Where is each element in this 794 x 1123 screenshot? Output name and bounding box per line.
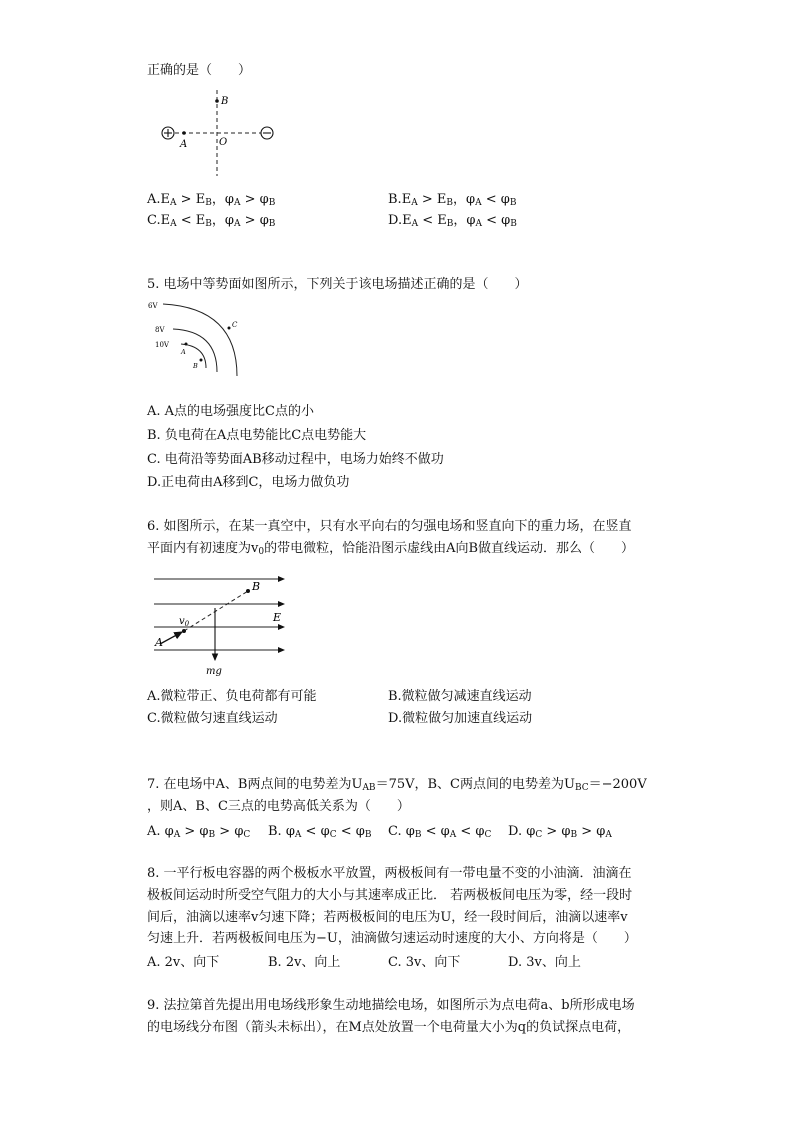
q6-label-E: E	[273, 611, 282, 624]
q8-stem-line4: 匀速上升．若两极板间电压为−U，油滴做匀速运动时速度的大小、方向将是（ ）	[147, 931, 637, 946]
q6-stem-line2: 平面内有初速度为$v_0$的带电微粒，恰能沿图示虚线由A向B做直线运动．那么（ ）	[147, 541, 635, 557]
q4-label-O: O	[219, 137, 228, 148]
q4-option-d: $D.E_A < E_B$，$\varphi_A < \varphi_B$	[388, 213, 517, 229]
q8-stem-line2: 极板间运动时所受空气阻力的大小与其速率成正比． 若两极板间电压为零，经一段时	[147, 888, 633, 903]
q5-stem: 5. 电场中等势面如图所示，下列关于该电场描述正确的是（ ）	[147, 277, 528, 292]
q6-label-B: B	[252, 580, 261, 593]
q5-label-C: C	[232, 321, 238, 329]
q6-option-d: D.微粒做匀加速直线运动	[388, 711, 533, 726]
q6-option-b: B.微粒做匀减速直线运动	[388, 689, 532, 704]
q6-label-v0: $v_0$	[179, 616, 190, 628]
q8-option-a: A. 2v、向下	[147, 955, 220, 970]
q7-option-c: C. $\varphi_B < \varphi_A < \varphi_C$	[388, 824, 492, 840]
q5-label-B: B	[193, 362, 198, 370]
q8-option-b: B. 2v、向上	[268, 955, 341, 970]
q7-option-b: B. $\varphi_A < \varphi_C < \varphi_B$	[268, 824, 372, 840]
q5-figure	[145, 298, 250, 380]
q9-stem-line1: 9. 法拉第首先提出用电场线形象生动地描绘电场，如图所示为点电荷a、b所形成电场	[147, 998, 635, 1013]
q7-stem-line1: 7. 在电场中A、B两点间的电势差为$U_{AB}=75V$，B、C两点间的电势差为$U_{BC}=-200V$	[147, 777, 647, 793]
q4-option-a: $A.E_A > E_B$，$\varphi_A > \varphi_B$	[147, 192, 276, 208]
q5-label-A: A	[181, 348, 186, 356]
q6-figure	[148, 568, 293, 680]
q4-figure	[155, 86, 280, 178]
q8-option-c: C. 3v、向下	[388, 955, 461, 970]
q7-option-d: D. $\varphi_C > \varphi_B > \varphi_A$	[508, 824, 612, 840]
q8-stem-line3: 间后，油滴以速率v匀速下降；若两极板间的电压为U，经一段时间后，油滴以速率v	[147, 910, 628, 925]
q8-stem-line1: 8. 一平行板电容器的两个极板水平放置，两极板间有一带电量不变的小油滴．油滴在	[147, 866, 632, 881]
q6-option-a: A.微粒带正、负电荷都有可能	[147, 689, 317, 704]
q5-label-6v: 6V	[148, 302, 158, 310]
q8-option-d: D. 3v、向上	[508, 955, 581, 970]
q7-option-a: A. $\varphi_A > \varphi_B > \varphi_C$	[147, 824, 251, 840]
q4-stem-tail: 正确的是（ ）	[147, 63, 252, 78]
q5-label-8v: 8V	[155, 326, 165, 334]
q7-stem-line2: ，则A、B、C三点的电势高低关系为（ ）	[147, 799, 410, 814]
q9-stem-line2: 的电场线分布图（箭头未标出），在M点处放置一个电荷量大小为q的负试探点电荷，	[147, 1020, 631, 1035]
q4-option-b: $B.E_A > E_B$，$\varphi_A < \varphi_B$	[388, 192, 517, 208]
q4-option-c: $C.E_A < E_B$，$\varphi_A > \varphi_B$	[147, 213, 276, 229]
q5-label-10v: 10V	[155, 341, 169, 349]
q5-option-d: D.正电荷由A移到C，电场力做负功	[147, 475, 350, 490]
q4-label-A: A	[180, 139, 188, 150]
q6-label-A: A	[155, 636, 163, 649]
q6-label-mg: mg	[206, 666, 222, 677]
q6-option-c: C.微粒做匀速直线运动	[147, 711, 278, 726]
q5-option-b: B. 负电荷在A点电势能比C点电势能大	[147, 428, 367, 443]
q5-option-a: A. A点的电场强度比C点的小	[147, 404, 314, 419]
q4-label-B: B	[221, 96, 229, 107]
q5-option-c: C. 电荷沿等势面AB移动过程中，电场力始终不做功	[147, 452, 444, 467]
q6-stem-line1: 6. 如图所示，在某一真空中，只有水平向右的匀强电场和竖直向下的重力场，在竖直	[147, 519, 632, 534]
